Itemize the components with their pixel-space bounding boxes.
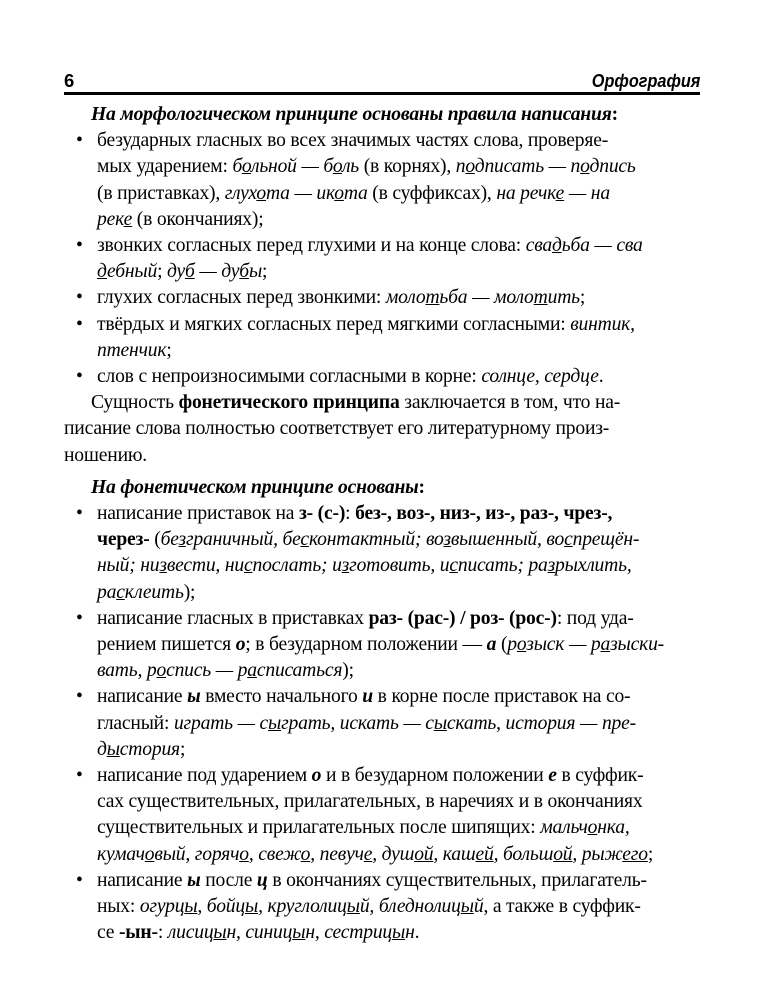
text-run: вать, р — [97, 660, 157, 682]
text-run: . — [598, 366, 604, 388]
bullet-icon: • — [76, 765, 83, 787]
list-item — [64, 233, 704, 285]
text-run-underlined: а — [247, 660, 257, 682]
text-run: . — [414, 922, 420, 944]
text-run-underlined: ы — [292, 922, 306, 944]
text-run: граничный, бе — [185, 529, 301, 551]
text-run-underlined: с — [300, 529, 309, 551]
text-run: написание — [97, 869, 188, 891]
text-run-underlined: о — [256, 182, 266, 204]
list-item-wrap-line — [64, 154, 704, 180]
text-run: ы — [187, 869, 201, 891]
text-run-underlined: о — [587, 817, 598, 839]
text-run: й, бледнолиц — [359, 896, 461, 918]
text-run: ль — [341, 156, 360, 178]
text-run: гласный: — [97, 712, 174, 734]
text-run: в суффик- — [556, 765, 644, 787]
text-run: ( — [149, 529, 161, 551]
text-run: послать; и — [252, 555, 342, 577]
text-run: писать; ра — [457, 555, 548, 577]
text-run: звонких согласных перед глухими и на конце слова: — [97, 235, 526, 257]
text-run-underlined: о — [156, 660, 167, 682]
list-item-wrap-line — [64, 737, 704, 763]
text-run: й — [473, 896, 484, 918]
text-run-underlined: о — [144, 843, 155, 865]
text-run: скать, история — пре- — [446, 712, 636, 734]
text-run-underlined: с — [116, 581, 125, 603]
text-run: зыски- — [610, 634, 665, 656]
text-run: ить — [547, 287, 580, 309]
bullet-icon: • — [76, 869, 83, 891]
text-run: ); — [342, 660, 354, 682]
text-run: о — [311, 765, 322, 787]
text-run: после — [200, 869, 257, 891]
text-run-underlined: т — [425, 287, 440, 309]
list-item-first-line — [64, 233, 704, 259]
text-run: ; — [579, 287, 586, 309]
text-run-underlined: его — [622, 843, 648, 865]
bullet-icon: • — [76, 287, 83, 309]
text-run: списаться — [256, 660, 343, 682]
text-run: п — [455, 156, 466, 178]
text-run: моло — [385, 287, 426, 309]
text-run: з- (с-) — [298, 503, 346, 525]
text-run: , бойц — [197, 896, 245, 918]
text-run-underlined: о — [465, 156, 475, 178]
text-run: ных: — [97, 896, 140, 918]
text-run-underlined: о — [334, 182, 344, 204]
text-run: Сущность — [91, 392, 179, 414]
text-run-underlined: ы — [268, 712, 282, 734]
text-run-underlined: ей — [475, 843, 494, 865]
text-run: вышенный, во — [450, 529, 565, 551]
text-run-underlined: с — [564, 529, 573, 551]
text-run: (в корнях), — [359, 156, 456, 178]
text-run: твёрдых и мягких согласных перед мягкими согласными: — [97, 313, 571, 335]
list-item-first-line — [64, 868, 704, 894]
text-run-underlined: о — [241, 156, 251, 178]
text-run-underlined: д — [552, 235, 562, 257]
text-run: ; — [262, 261, 268, 283]
list-item-first-line — [64, 606, 704, 632]
list-item — [64, 128, 704, 233]
text-run: написание приставок на — [97, 503, 299, 525]
text-run: рением пишется — [97, 634, 236, 656]
text-run: о — [235, 634, 246, 656]
text-run: спись — р — [166, 660, 248, 682]
text-run: безударных гласных во всех значимых частях слова, проверяе- — [97, 130, 609, 152]
text-run: нка, — [597, 817, 630, 839]
text-run: ы — [248, 261, 263, 283]
paragraph-line — [64, 416, 704, 442]
list-item-wrap-line — [64, 789, 704, 815]
text-run: стория — [119, 738, 180, 760]
text-run-underlined: т — [533, 287, 548, 309]
list-item-wrap-line — [64, 842, 704, 868]
running-head — [64, 60, 700, 90]
text-run: сах существительных, прилагательных, в наречиях и в окончаниях — [97, 791, 643, 813]
text-run: ду — [167, 261, 185, 283]
text-run: , свеж — [248, 843, 301, 865]
text-run: р — [507, 634, 517, 656]
text-run: ношению. — [64, 444, 148, 466]
page-number: 6 — [64, 69, 75, 91]
text-run-underlined: с — [449, 555, 458, 577]
heading-morphological-colon: : — [611, 104, 618, 125]
bullet-icon: • — [76, 235, 83, 257]
text-run: раз- (рас-) / роз- (рос-) — [368, 607, 557, 629]
text-run-underlined: ы — [433, 712, 447, 734]
text-run: фонетического принципа — [178, 392, 400, 414]
text-run-underlined: о — [239, 843, 249, 865]
heading-phonetic-text: На фонетическом принципе основаны — [91, 476, 419, 498]
list-item-wrap-line — [64, 920, 704, 946]
text-run: рек — [97, 208, 124, 230]
list-item — [64, 501, 704, 606]
text-run: ; в безударном положении — — [245, 634, 487, 656]
list-item — [64, 606, 704, 685]
text-run: , певуч — [310, 843, 364, 865]
heading-phonetic-principle — [64, 475, 704, 501]
text-run: та — [343, 182, 368, 204]
text-run: птенчик — [97, 339, 167, 361]
text-run: солнце, сердце — [481, 366, 599, 388]
bullet-icon: • — [76, 607, 83, 629]
text-run: кумач — [97, 843, 145, 865]
bullet-icon: • — [76, 313, 83, 335]
list-item-wrap-line — [64, 711, 704, 737]
text-run: написание — [97, 686, 188, 708]
list-item-first-line — [64, 684, 704, 710]
text-run-underlined: ы — [245, 896, 259, 918]
heading-phonetic-colon: : — [418, 476, 425, 498]
text-run: контактный; во — [308, 529, 444, 551]
text-run: ебный — [106, 261, 158, 283]
text-run: : — [157, 922, 168, 944]
text-run: написание под ударением — [97, 765, 312, 787]
text-run: мых ударением: — [97, 156, 233, 178]
list-item-wrap-line — [64, 658, 704, 684]
paragraph-line — [64, 390, 704, 416]
text-run-underlined: ой — [414, 843, 434, 865]
bullet-icon: • — [76, 366, 83, 388]
list-item-wrap-line — [64, 259, 704, 285]
text-run: в окончаниях существительных, прилагатель- — [267, 869, 647, 891]
list-item — [64, 285, 704, 311]
text-run: прещён- — [572, 529, 640, 551]
text-run-underlined: з — [443, 529, 451, 551]
text-run: дпись — [589, 156, 636, 178]
text-run: е — [548, 765, 557, 787]
bullet-icon: • — [76, 130, 83, 152]
list-item — [64, 868, 704, 947]
text-run-underlined: ой — [553, 843, 573, 865]
text-run-underlined: з — [178, 529, 186, 551]
text-run-underlined: с — [243, 555, 253, 577]
text-run: вести, ни — [166, 555, 244, 577]
text-run-underlined: ы — [346, 896, 360, 918]
text-run: (в приставках), — [97, 182, 225, 204]
list-item-wrap-line — [64, 580, 704, 606]
list-item-wrap-line — [64, 894, 704, 920]
text-run: существительных и прилагательных после шипящих: — [97, 817, 541, 839]
text-run-underlined: е — [123, 208, 133, 230]
text-run: и — [362, 686, 373, 708]
text-run: ьба — моло — [439, 287, 534, 309]
text-run: дписать — п — [474, 156, 581, 178]
list-item-wrap-line — [64, 338, 704, 364]
list-item-first-line — [64, 128, 704, 154]
text-run: , душ — [372, 843, 415, 865]
list-item-first-line — [64, 501, 704, 527]
text-run-underlined: ы — [184, 896, 198, 918]
text-run: , каш — [433, 843, 476, 865]
list-item-wrap-line — [64, 632, 704, 658]
text-run: — ду — [194, 261, 240, 283]
text-run: вый, горяч — [154, 843, 240, 865]
paragraph-line — [64, 443, 704, 469]
list-item-wrap-line — [64, 815, 704, 841]
text-run: готовить, и — [349, 555, 450, 577]
text-run: , круглолиц — [258, 896, 347, 918]
list-item-wrap-line — [64, 207, 704, 233]
list-item — [64, 684, 704, 763]
text-run: винтик, — [570, 313, 635, 335]
text-run: (в суффиксах), — [367, 182, 497, 204]
text-run: ; — [157, 261, 168, 283]
text-run: рыхлить, — [555, 555, 632, 577]
text-run-underlined: о — [580, 156, 590, 178]
list-item-wrap-line — [64, 553, 704, 579]
text-run: огурц — [139, 896, 185, 918]
text-run: заключается в том, что на- — [399, 392, 621, 414]
text-run: без-, воз-, низ-, из-, раз-, чрез-, — [355, 503, 613, 525]
text-run-underlined: ы — [106, 738, 120, 760]
text-run: и в безударном положении — [321, 765, 549, 787]
bullet-icon: • — [76, 686, 83, 708]
text-run: та — ик — [265, 182, 335, 204]
text-run-underlined: б — [239, 261, 249, 283]
text-run: се — [97, 922, 119, 944]
bullet-icon: • — [76, 503, 83, 525]
heading-morphological-text: На морфологическом принципе основаны правила написания — [91, 104, 612, 125]
text-run-underlined: о — [300, 843, 311, 865]
list-item-first-line — [64, 364, 704, 390]
text-run: грать, искать — с — [281, 712, 434, 734]
text-run-underlined: а — [600, 634, 611, 656]
text-run: — на — [564, 182, 610, 204]
text-run-underlined: з — [159, 555, 167, 577]
text-run-underlined: ы — [392, 922, 406, 944]
text-run-underlined: з — [547, 555, 556, 577]
text-run: бе — [160, 529, 179, 551]
text-run: н, сестриц — [305, 922, 393, 944]
text-run: ы — [187, 686, 201, 708]
text-run: н — [405, 922, 415, 944]
bullet-list-phonetic — [64, 501, 704, 946]
body-text — [64, 102, 704, 947]
text-run: ; — [166, 339, 172, 361]
text-run: (в окончаниях); — [132, 208, 264, 230]
text-run: написание гласных в приставках — [97, 607, 369, 629]
text-run-underlined: д — [97, 261, 107, 283]
list-item-first-line — [64, 763, 704, 789]
text-run: льной — б — [250, 156, 333, 178]
text-run: ( — [496, 634, 508, 656]
text-run: : — [345, 503, 356, 525]
text-run: писание слова полностью соответствует его литературному произ- — [64, 418, 610, 440]
text-run: ; — [179, 738, 186, 760]
text-run: ц — [256, 869, 268, 891]
text-run: на речк — [496, 182, 556, 204]
list-item-first-line — [64, 312, 704, 338]
text-run: вместо начального — [200, 686, 363, 708]
text-run-underlined: з — [341, 555, 350, 577]
text-run-underlined: е — [555, 182, 565, 204]
text-run: , больш — [493, 843, 554, 865]
text-run: играть — с — [173, 712, 268, 734]
text-run: слов с непроизносимыми согласными в корне: — [97, 366, 482, 388]
text-run: глух — [224, 182, 257, 204]
text-run-underlined: ы — [213, 922, 227, 944]
text-run: ра — [97, 581, 117, 603]
text-run: клеить — [124, 581, 184, 603]
text-run: , рыж — [572, 843, 623, 865]
list-item-wrap-line — [64, 527, 704, 553]
text-run: в корне после приставок на со- — [372, 686, 631, 708]
list-item — [64, 312, 704, 364]
text-run-underlined: б — [185, 261, 195, 283]
text-run: , а также в суффик- — [483, 896, 641, 918]
text-run: зыск — р — [526, 634, 601, 656]
text-run-underlined: е — [363, 843, 373, 865]
text-run: д — [97, 738, 107, 760]
list-item — [64, 763, 704, 868]
paragraph-phonetic-essence — [64, 390, 704, 469]
bullet-list-morphological — [64, 128, 704, 390]
text-run-underlined: о — [516, 634, 527, 656]
text-run: ный; ни — [97, 555, 160, 577]
text-run: а — [486, 634, 497, 656]
list-item-first-line — [64, 285, 704, 311]
text-run: сва — [525, 235, 552, 257]
header-rule — [64, 92, 700, 95]
heading-morphological-principle — [64, 102, 704, 128]
text-run-underlined: ы — [460, 896, 474, 918]
list-item — [64, 364, 704, 390]
text-run: ); — [183, 581, 196, 603]
text-run: -ын- — [118, 922, 158, 944]
text-run-underlined: о — [332, 156, 342, 178]
text-run: ьба — сва — [561, 235, 643, 257]
text-run: б — [232, 156, 242, 178]
text-run: н, синиц — [226, 922, 293, 944]
text-run: мальч — [540, 817, 588, 839]
text-run: лисиц — [167, 922, 214, 944]
text-run: : под уда- — [556, 607, 634, 629]
text-run: ; — [647, 843, 654, 865]
text-run: через- — [97, 529, 150, 551]
text-run: глухих согласных перед звонкими: — [97, 287, 386, 309]
running-head-title: Орфография — [591, 69, 700, 91]
list-item-wrap-line — [64, 181, 704, 207]
